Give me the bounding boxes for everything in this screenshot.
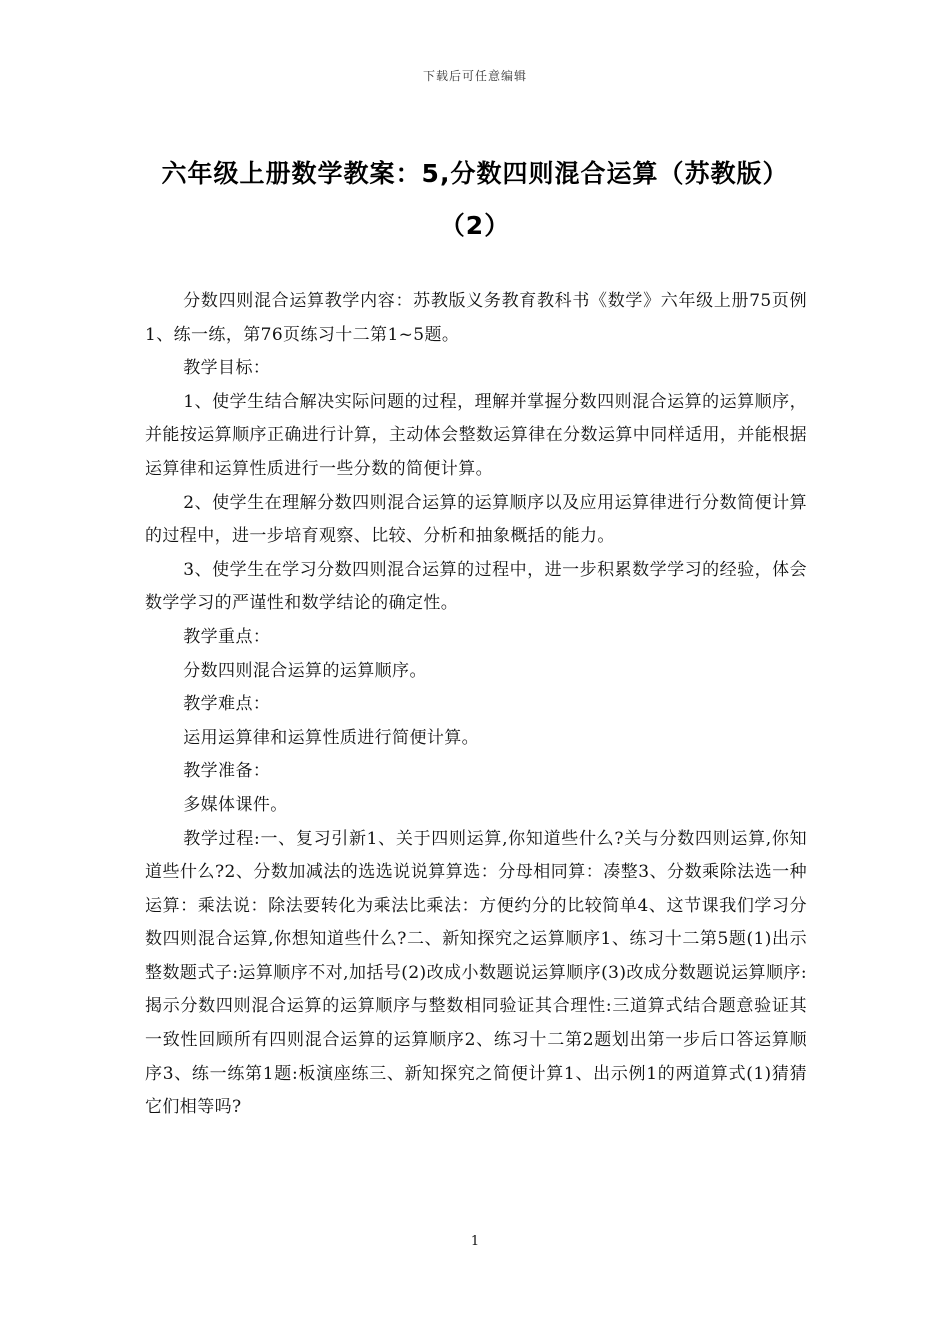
paragraph-objective-2: 2、使学生在理解分数四则混合运算的运算顺序以及应用运算律进行分数简便计算的过程中，进一步培育观察、比较、分析和抽象概括的能力。 bbox=[145, 492, 807, 547]
paragraph-key-points-heading: 教学重点： bbox=[183, 626, 271, 647]
paragraph-process: 教学过程:一、复习引新1、关于四则运算,你知道些什么?关与分数四则运算,你知道些什么?2、分数加减法的选选说说算算选：分母相同算：凑整3、分数乘除法选一种运算：乘法说：除法要转化为乘法比乘法：方便约分的比较简单4、这节课我们学习分数四则混合运算,你想知道些什么?二、新知探究之运算顺序1、练习十二第5题(1)出示整数题式子:运算顺序不对,加括号(2)改成小数题说运算顺序(3)改成分数题说运算顺序:揭示分数四则混合运算的运算顺序与整数相同验证其合理性:三道算式结合题意验证其一致性回顾所有四则混合运算的运算顺序2、练习十二第2题划出第一步后口答运算顺序3、练一练第1题:板演座练三、新知探究之简便计算1、出示例1的两道算式(1)猜猜它们相等吗? bbox=[145, 828, 807, 1118]
page-title bbox=[140, 148, 810, 252]
paragraph-preparation: 多媒体课件。 bbox=[183, 794, 288, 815]
paragraph-difficulties-heading: 教学难点： bbox=[183, 694, 271, 715]
paragraph-key-points: 分数四则混合运算的运算顺序。 bbox=[183, 660, 427, 681]
document-body bbox=[145, 285, 807, 1125]
paragraph-content: 分数四则混合运算教学内容：苏教版义务教育教科书《数学》六年级上册75页例1、练一练，第76页练习十二第1~5题。 bbox=[145, 291, 807, 345]
paragraph-preparation-heading: 教学准备： bbox=[183, 761, 271, 782]
title-line-1: 六年级上册数学教案：5,分数四则混合运算（苏教版） bbox=[161, 159, 789, 188]
paragraph-objective-3: 3、使学生在学习分数四则混合运算的过程中，进一步积累数学学习的经验，体会数学学习的严谨性和数学结论的确定性。 bbox=[145, 559, 807, 614]
paragraph-objectives-heading: 教学目标： bbox=[183, 358, 271, 379]
paragraph-difficulties: 运用运算律和运算性质进行简便计算。 bbox=[183, 727, 480, 748]
header-note: 下载后可任意编辑 bbox=[422, 69, 527, 83]
paragraph-objective-1: 1、使学生结合解决实际问题的过程，理解并掌握分数四则混合运算的运算顺序，并能按运算顺序正确进行计算，主动体会整数运算律在分数运算中同样适用，并能根据运算律和运算性质进行一些分数的简便计算。 bbox=[145, 391, 807, 479]
page-number: 1 bbox=[470, 1234, 480, 1249]
title-line-2: （2） bbox=[439, 211, 511, 240]
